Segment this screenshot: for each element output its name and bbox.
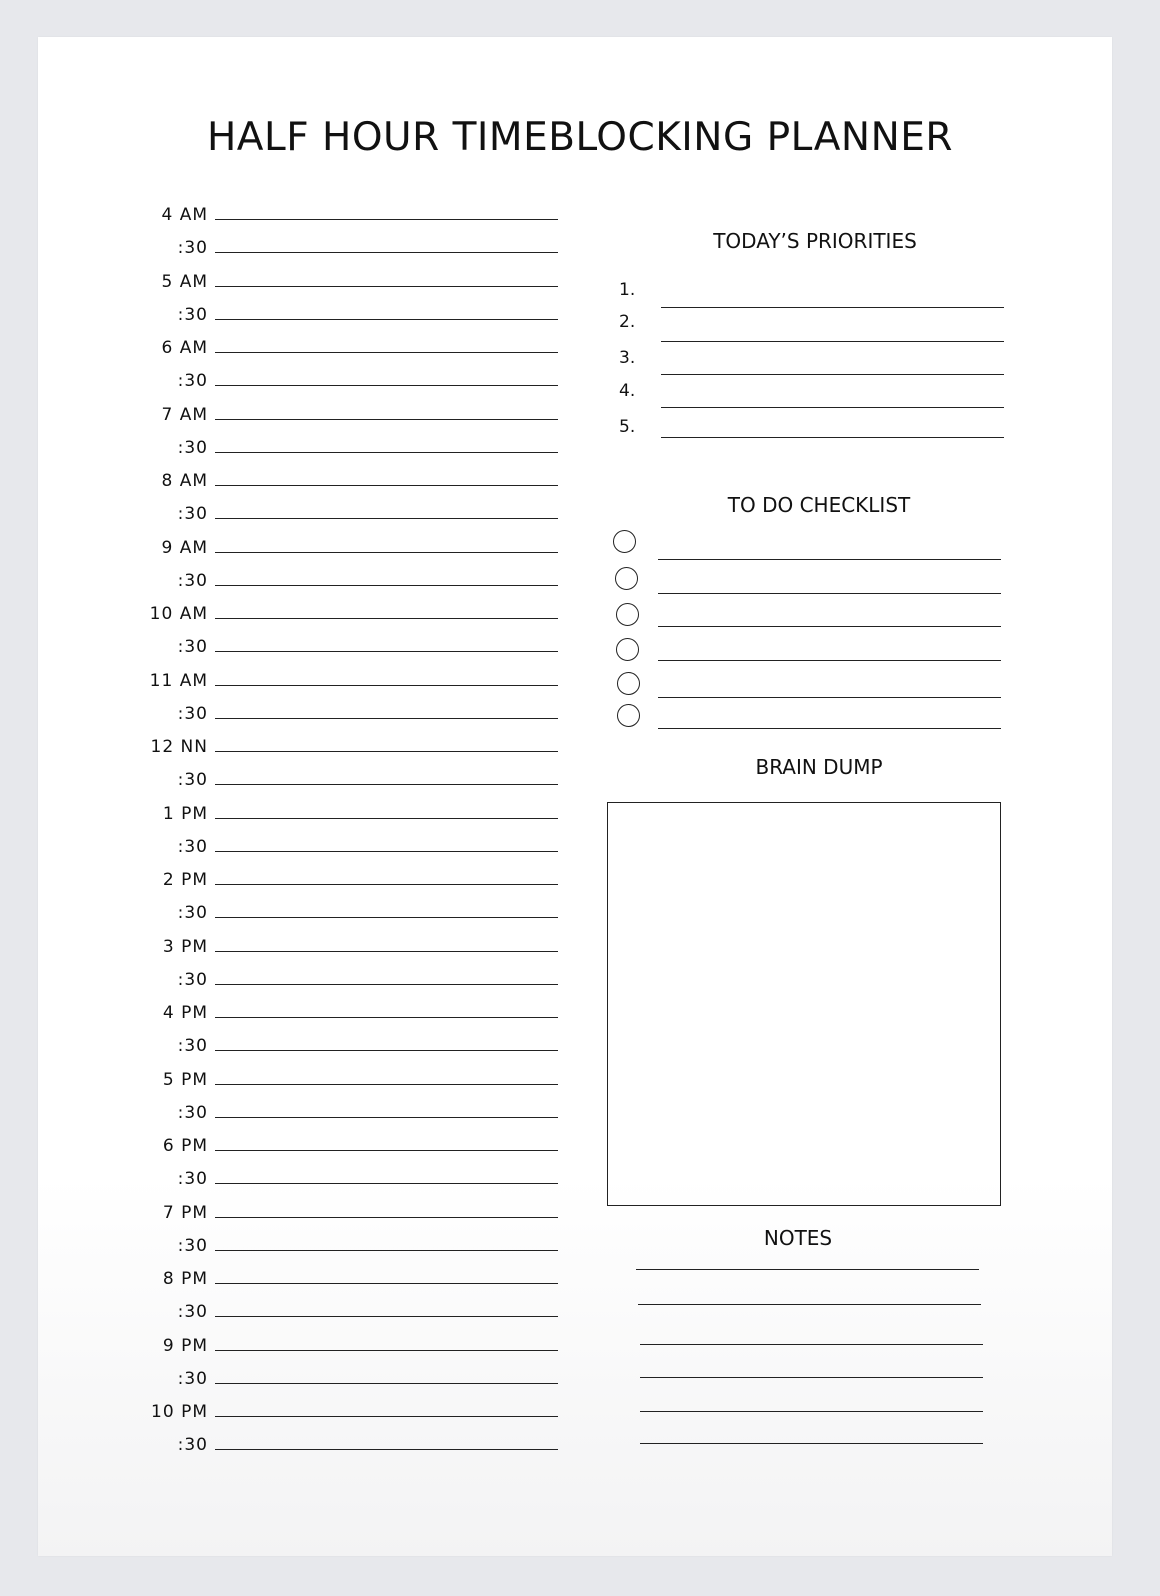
time-slot-line[interactable] <box>215 585 558 586</box>
time-label: 11 AM <box>149 670 208 691</box>
checklist-line[interactable] <box>658 660 1001 661</box>
checklist-title: TO DO CHECKLIST <box>727 493 911 517</box>
priority-number: 3. <box>619 348 636 368</box>
time-label: 9 AM <box>161 537 208 558</box>
brain-dump-title: BRAIN DUMP <box>755 755 883 779</box>
checkbox-circle[interactable] <box>615 567 638 590</box>
time-label: 3 PM <box>162 936 208 957</box>
time-slot-line[interactable] <box>215 1250 558 1251</box>
time-slot-line[interactable] <box>215 1217 558 1218</box>
time-slot-line[interactable] <box>215 1449 558 1450</box>
time-slot-line[interactable] <box>215 552 558 553</box>
time-label: :30 <box>177 969 208 990</box>
notes-line[interactable] <box>636 1269 979 1270</box>
checkbox-circle[interactable] <box>617 672 640 695</box>
time-label: :30 <box>177 703 208 724</box>
time-label: :30 <box>177 903 208 924</box>
time-slot-line[interactable] <box>215 718 558 719</box>
time-label: :30 <box>177 1036 208 1057</box>
time-slot-line[interactable] <box>215 818 558 819</box>
time-label: 6 AM <box>161 338 208 358</box>
time-label: :30 <box>177 238 208 259</box>
time-slot-line[interactable] <box>215 252 558 253</box>
time-slot-line[interactable] <box>215 917 558 918</box>
time-label: 4 PM <box>162 1003 208 1023</box>
time-label: 10 PM <box>151 1402 208 1422</box>
time-slot-line[interactable] <box>215 1150 558 1151</box>
priorities-title: TODAY’S PRIORITIES <box>713 229 917 253</box>
time-label: :30 <box>177 770 208 791</box>
notes-line[interactable] <box>640 1344 983 1345</box>
time-label: :30 <box>177 504 208 525</box>
time-label: 10 AM <box>149 604 208 624</box>
time-slot-line[interactable] <box>215 419 558 420</box>
time-slot-line[interactable] <box>215 1316 558 1317</box>
priority-number: 5. <box>619 417 636 437</box>
time-slot-line[interactable] <box>215 518 558 519</box>
time-label: :30 <box>177 1169 208 1190</box>
time-slot-line[interactable] <box>215 884 558 885</box>
checklist-line[interactable] <box>658 626 1001 627</box>
time-slot-line[interactable] <box>215 784 558 785</box>
time-slot-line[interactable] <box>215 286 558 287</box>
priority-line[interactable] <box>661 341 1004 342</box>
time-slot-line[interactable] <box>215 984 558 985</box>
time-slot-line[interactable] <box>215 385 558 386</box>
checkbox-circle[interactable] <box>613 530 636 553</box>
time-label: 2 PM <box>162 870 208 890</box>
notes-line[interactable] <box>640 1443 983 1444</box>
time-slot-line[interactable] <box>215 219 558 220</box>
priority-number: 2. <box>619 312 636 332</box>
page-title: HALF HOUR TIMEBLOCKING PLANNER <box>206 115 954 160</box>
priority-line[interactable] <box>661 437 1004 438</box>
time-slot-line[interactable] <box>215 751 558 752</box>
time-slot-line[interactable] <box>215 618 558 619</box>
checklist-line[interactable] <box>658 697 1001 698</box>
time-label: 6 PM <box>162 1136 208 1156</box>
notes-line[interactable] <box>638 1304 981 1305</box>
planner-page <box>38 37 1112 1556</box>
time-slot-line[interactable] <box>215 1117 558 1118</box>
time-label: :30 <box>177 1102 208 1123</box>
time-slot-line[interactable] <box>215 851 558 852</box>
time-label: 5 AM <box>161 271 208 292</box>
time-label: 8 PM <box>162 1269 208 1289</box>
checkbox-circle[interactable] <box>616 638 639 661</box>
time-label: 8 AM <box>161 471 208 491</box>
time-slot-line[interactable] <box>215 1017 558 1018</box>
priority-number: 4. <box>619 381 636 401</box>
time-slot-line[interactable] <box>215 1084 558 1085</box>
priority-number: 1. <box>619 280 636 300</box>
time-label: 7 AM <box>161 404 208 425</box>
checklist-line[interactable] <box>658 593 1001 594</box>
time-slot-line[interactable] <box>215 1183 558 1184</box>
time-slot-line[interactable] <box>215 319 558 320</box>
time-slot-line[interactable] <box>215 1350 558 1351</box>
time-label: 5 PM <box>162 1069 208 1090</box>
priority-line[interactable] <box>661 307 1004 308</box>
time-label: :30 <box>177 304 208 325</box>
time-label: :30 <box>177 1235 208 1256</box>
checklist-line[interactable] <box>658 559 1001 560</box>
brain-dump-box[interactable] <box>607 802 1001 1206</box>
time-label: 12 NN <box>150 737 208 757</box>
time-label: :30 <box>177 437 208 458</box>
time-slot-line[interactable] <box>215 1050 558 1051</box>
checklist-line[interactable] <box>658 728 1001 729</box>
time-label: :30 <box>177 371 208 392</box>
priority-line[interactable] <box>661 374 1004 375</box>
time-slot-line[interactable] <box>215 951 558 952</box>
time-slot-line[interactable] <box>215 452 558 453</box>
time-label: :30 <box>177 570 208 591</box>
time-label: 4 AM <box>161 205 208 225</box>
notes-line[interactable] <box>640 1411 983 1412</box>
checkbox-circle[interactable] <box>617 704 640 727</box>
time-slot-line[interactable] <box>215 485 558 486</box>
time-slot-line[interactable] <box>215 685 558 686</box>
time-label: 7 PM <box>162 1202 208 1223</box>
notes-title: NOTES <box>763 1226 833 1250</box>
time-label: :30 <box>177 1302 208 1323</box>
time-slot-line[interactable] <box>215 1383 558 1384</box>
time-label: :30 <box>177 836 208 857</box>
priority-line[interactable] <box>661 407 1004 408</box>
notes-line[interactable] <box>640 1377 983 1378</box>
time-label: 1 PM <box>162 803 208 824</box>
time-slot-line[interactable] <box>215 651 558 652</box>
time-slot-line[interactable] <box>215 1283 558 1284</box>
time-label: :30 <box>177 637 208 658</box>
time-label: 9 PM <box>162 1335 208 1356</box>
time-label: :30 <box>177 1435 208 1456</box>
checkbox-circle[interactable] <box>616 603 639 626</box>
time-slot-line[interactable] <box>215 352 558 353</box>
time-slot-line[interactable] <box>215 1416 558 1417</box>
time-label: :30 <box>177 1368 208 1389</box>
